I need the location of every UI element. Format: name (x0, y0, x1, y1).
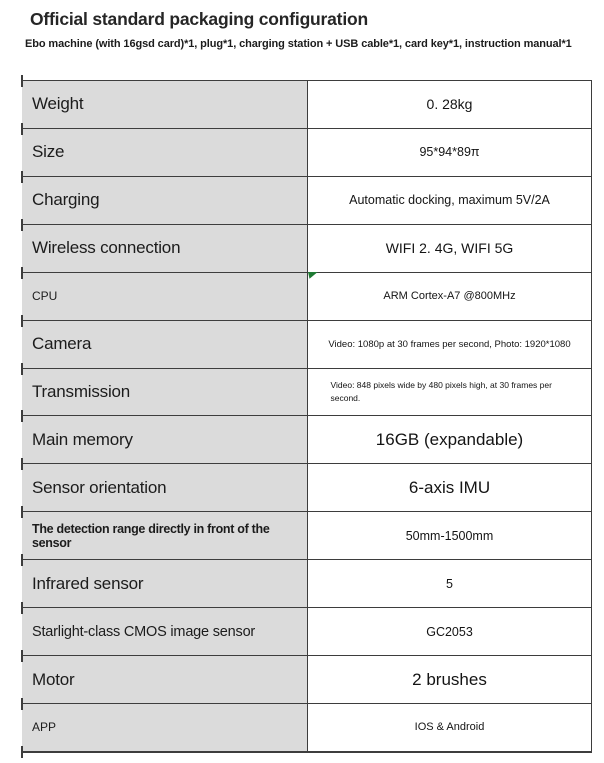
spec-row-cmos-sensor (22, 608, 591, 656)
spec-value (308, 369, 591, 416)
spec-value: Automatic docking, maximum 5V/2A (308, 177, 591, 224)
spec-value: GC2053 (308, 608, 591, 655)
spec-row-charging (22, 177, 591, 225)
spec-value: 95*94*89π (308, 129, 591, 176)
spec-label: Charging (22, 177, 308, 224)
spec-row-app (22, 704, 591, 752)
spec-table (22, 80, 592, 753)
spec-row-infrared-sensor (22, 560, 591, 608)
spec-label: Camera (22, 321, 308, 368)
spec-value: 5 (308, 560, 591, 607)
spec-label: Weight (22, 81, 308, 128)
spec-label: Motor (22, 656, 308, 703)
spec-value: ARM Cortex-A7 @800MHz (308, 273, 591, 320)
spec-value: 2 brushes (308, 656, 591, 703)
spec-row-transmission (22, 369, 591, 417)
spec-value: IOS & Android (308, 704, 591, 751)
spec-value: 16GB (expandable) (308, 416, 591, 463)
spec-value: Video: 1080p at 30 frames per second, Photo: 1920*1080 (308, 321, 591, 368)
spec-value: 50mm-1500mm (308, 512, 591, 559)
spec-value: 6-axis IMU (308, 464, 591, 511)
spec-value: 0. 28kg (308, 81, 591, 128)
spec-value: WIFI 2. 4G, WIFI 5G (308, 225, 591, 272)
spec-label: Size (22, 129, 308, 176)
spec-label: Infrared sensor (22, 560, 308, 607)
spec-row-sensor-orientation (22, 464, 591, 512)
spec-label: Sensor orientation (22, 464, 308, 511)
spec-label: Transmission (22, 369, 308, 416)
spec-row-camera (22, 321, 591, 369)
spec-label: Wireless connection (22, 225, 308, 272)
spec-value-text: Video: 848 pixels wide by 480 pixels high, at 30 frames per second. (330, 380, 552, 403)
spec-label: Main memory (22, 416, 308, 463)
spec-row-weight (22, 81, 591, 129)
spec-label: Starlight-class CMOS image sensor (22, 608, 308, 655)
page-title: Official standard packaging configuration (30, 9, 368, 29)
spec-label: The detection range directly in front of the sensor (22, 512, 308, 559)
spec-row-cpu (22, 273, 591, 321)
spec-row-main-memory (22, 416, 591, 464)
spec-row-detection-range (22, 512, 591, 560)
spec-label: CPU (22, 273, 308, 320)
spec-row-size (22, 129, 591, 177)
spec-row-motor (22, 656, 591, 704)
spec-row-wireless-connection (22, 225, 591, 273)
spec-label: APP (22, 704, 308, 751)
package-contents-subtitle: Ebo machine (with 16gsd card)*1, plug*1, charging station + USB cable*1, card key*1, instruction manual*1 (25, 38, 572, 50)
